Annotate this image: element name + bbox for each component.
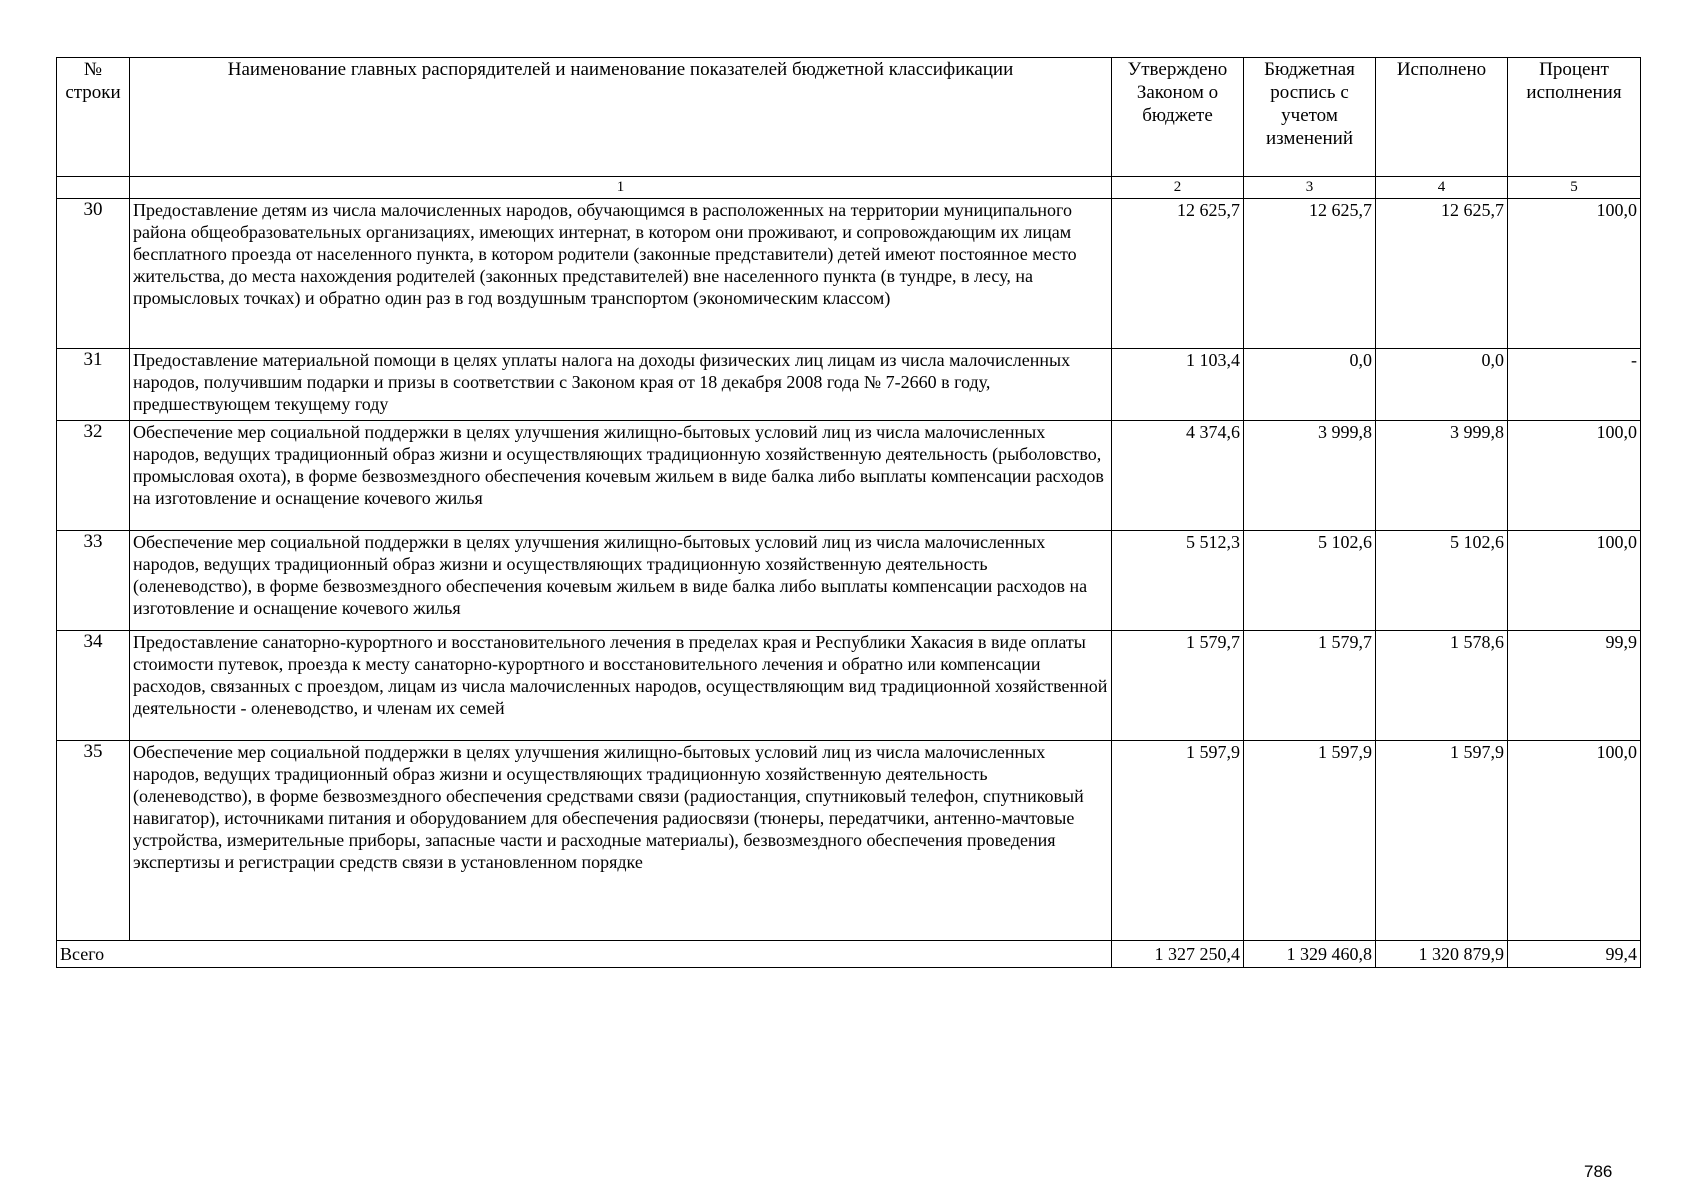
row-number: 34 — [57, 631, 130, 741]
header-executed: Исполнено — [1376, 58, 1508, 177]
total-percent: 99,4 — [1508, 941, 1641, 968]
column-number: 1 — [130, 177, 1112, 199]
page-number: 786 — [1584, 1162, 1613, 1181]
row-percent: 99,9 — [1508, 631, 1641, 741]
total-executed: 1 320 879,9 — [1376, 941, 1508, 968]
header-name: Наименование главных распорядителей и наименование показателей бюджетной классификации — [130, 58, 1112, 177]
row-name: Обеспечение мер социальной поддержки в целях улучшения жилищно-бытовых условий лиц из числа малочисленных народов, ведущих традиционный образ жизни и осуществляющих традиционную хозяйственную деятельность (рыболовство, промысловая охота), в форме безвозмездного обеспечения кочевым жильем в виде балка либо выплаты компенсации расходов на изготовление и оснащение кочевого жилья — [130, 421, 1112, 531]
total-approved: 1 327 250,4 — [1112, 941, 1244, 968]
column-number-row — [57, 177, 1641, 199]
row-percent: 100,0 — [1508, 531, 1641, 631]
row-schedule: 0,0 — [1244, 349, 1376, 421]
row-approved: 1 597,9 — [1112, 741, 1244, 941]
row-percent: 100,0 — [1508, 421, 1641, 531]
row-name: Предоставление санаторно-курортного и восстановительного лечения в пределах края и Республики Хакасия в виде оплаты стоимости путевок, проезда к месту санаторно-курортного и восстановительного лечения и обратно или компенсации расходов, связанных с проездом, лицам из числа малочисленных народов, осуществляющим вид традиционной хозяйственной деятельности - оленеводство, и членам их семей — [130, 631, 1112, 741]
row-name: Предоставление детям из числа малочисленных народов, обучающимся в расположенных на территории муниципального района общеобразовательных организациях, имеющих интернат, в котором они проживают, и сопровождающим их лицам бесплатного проезда от населенного пункта, в котором родители (законные представители) детей имеют постоянное место жительства, до места нахождения родителей (законных представителей) вне населенного пункта (в тундре, в лесу, на промысловых точках) и обратно один раз в год воздушным транспортом (экономическим классом) — [130, 199, 1112, 349]
row-schedule: 5 102,6 — [1244, 531, 1376, 631]
column-number: 3 — [1244, 177, 1376, 199]
column-number-blank — [57, 177, 130, 199]
table-row — [57, 199, 1641, 349]
row-approved: 1 579,7 — [1112, 631, 1244, 741]
total-row — [57, 941, 1641, 968]
row-number: 32 — [57, 421, 130, 531]
row-approved: 5 512,3 — [1112, 531, 1244, 631]
header-schedule: Бюджетная роспись с учетом изменений — [1244, 58, 1376, 177]
row-number: 33 — [57, 531, 130, 631]
row-number: 31 — [57, 349, 130, 421]
header-row — [57, 58, 1641, 177]
row-executed: 1 597,9 — [1376, 741, 1508, 941]
header-approved: Утверждено Законом о бюджете — [1112, 58, 1244, 177]
total-schedule: 1 329 460,8 — [1244, 941, 1376, 968]
row-schedule: 3 999,8 — [1244, 421, 1376, 531]
row-percent: - — [1508, 349, 1641, 421]
table-row — [57, 421, 1641, 531]
row-schedule: 12 625,7 — [1244, 199, 1376, 349]
row-executed: 5 102,6 — [1376, 531, 1508, 631]
row-approved: 1 103,4 — [1112, 349, 1244, 421]
row-name: Обеспечение мер социальной поддержки в целях улучшения жилищно-бытовых условий лиц из числа малочисленных народов, ведущих традиционный образ жизни и осуществляющих традиционную хозяйственную деятельность (оленеводство), в форме безвозмездного обеспечения средствами связи (радиостанция, спутниковый телефон, спутниковый навигатор), источниками питания и оборудованием для обеспечения радиосвязи (тюнеры, передатчики, антенно-мачтовые устройства, измерительные приборы, запасные части и расходные материалы), безвозмездного обеспечения проведения экспертизы и регистрации средств связи в установленном порядке — [130, 741, 1112, 941]
row-name: Обеспечение мер социальной поддержки в целях улучшения жилищно-бытовых условий лиц из числа малочисленных народов, ведущих традиционный образ жизни и осуществляющих традиционную хозяйственную деятельность (оленеводство), в форме безвозмездного обеспечения кочевым жильем в виде балка либо выплаты компенсации расходов на изготовление и оснащение кочевого жилья — [130, 531, 1112, 631]
row-schedule: 1 597,9 — [1244, 741, 1376, 941]
table-row — [57, 531, 1641, 631]
column-number: 5 — [1508, 177, 1641, 199]
table-row — [57, 631, 1641, 741]
row-schedule: 1 579,7 — [1244, 631, 1376, 741]
row-name: Предоставление материальной помощи в целях уплаты налога на доходы физических лиц лицам из числа малочисленных народов, получившим подарки и призы в соответствии с Законом края от 18 декабря 2008 года № 7-2660 в году, предшествующем текущему году — [130, 349, 1112, 421]
column-number: 4 — [1376, 177, 1508, 199]
table-row — [57, 349, 1641, 421]
row-number: 30 — [57, 199, 130, 349]
row-executed: 0,0 — [1376, 349, 1508, 421]
table-row — [57, 741, 1641, 941]
row-approved: 4 374,6 — [1112, 421, 1244, 531]
row-executed: 1 578,6 — [1376, 631, 1508, 741]
budget-execution-table — [56, 57, 1641, 968]
header-row-number: № строки — [57, 58, 130, 177]
header-percent: Процент исполнения — [1508, 58, 1641, 177]
row-number: 35 — [57, 741, 130, 941]
row-percent: 100,0 — [1508, 741, 1641, 941]
row-executed: 12 625,7 — [1376, 199, 1508, 349]
row-executed: 3 999,8 — [1376, 421, 1508, 531]
row-approved: 12 625,7 — [1112, 199, 1244, 349]
column-number: 2 — [1112, 177, 1244, 199]
row-percent: 100,0 — [1508, 199, 1641, 349]
total-label: Всего — [57, 941, 1112, 968]
